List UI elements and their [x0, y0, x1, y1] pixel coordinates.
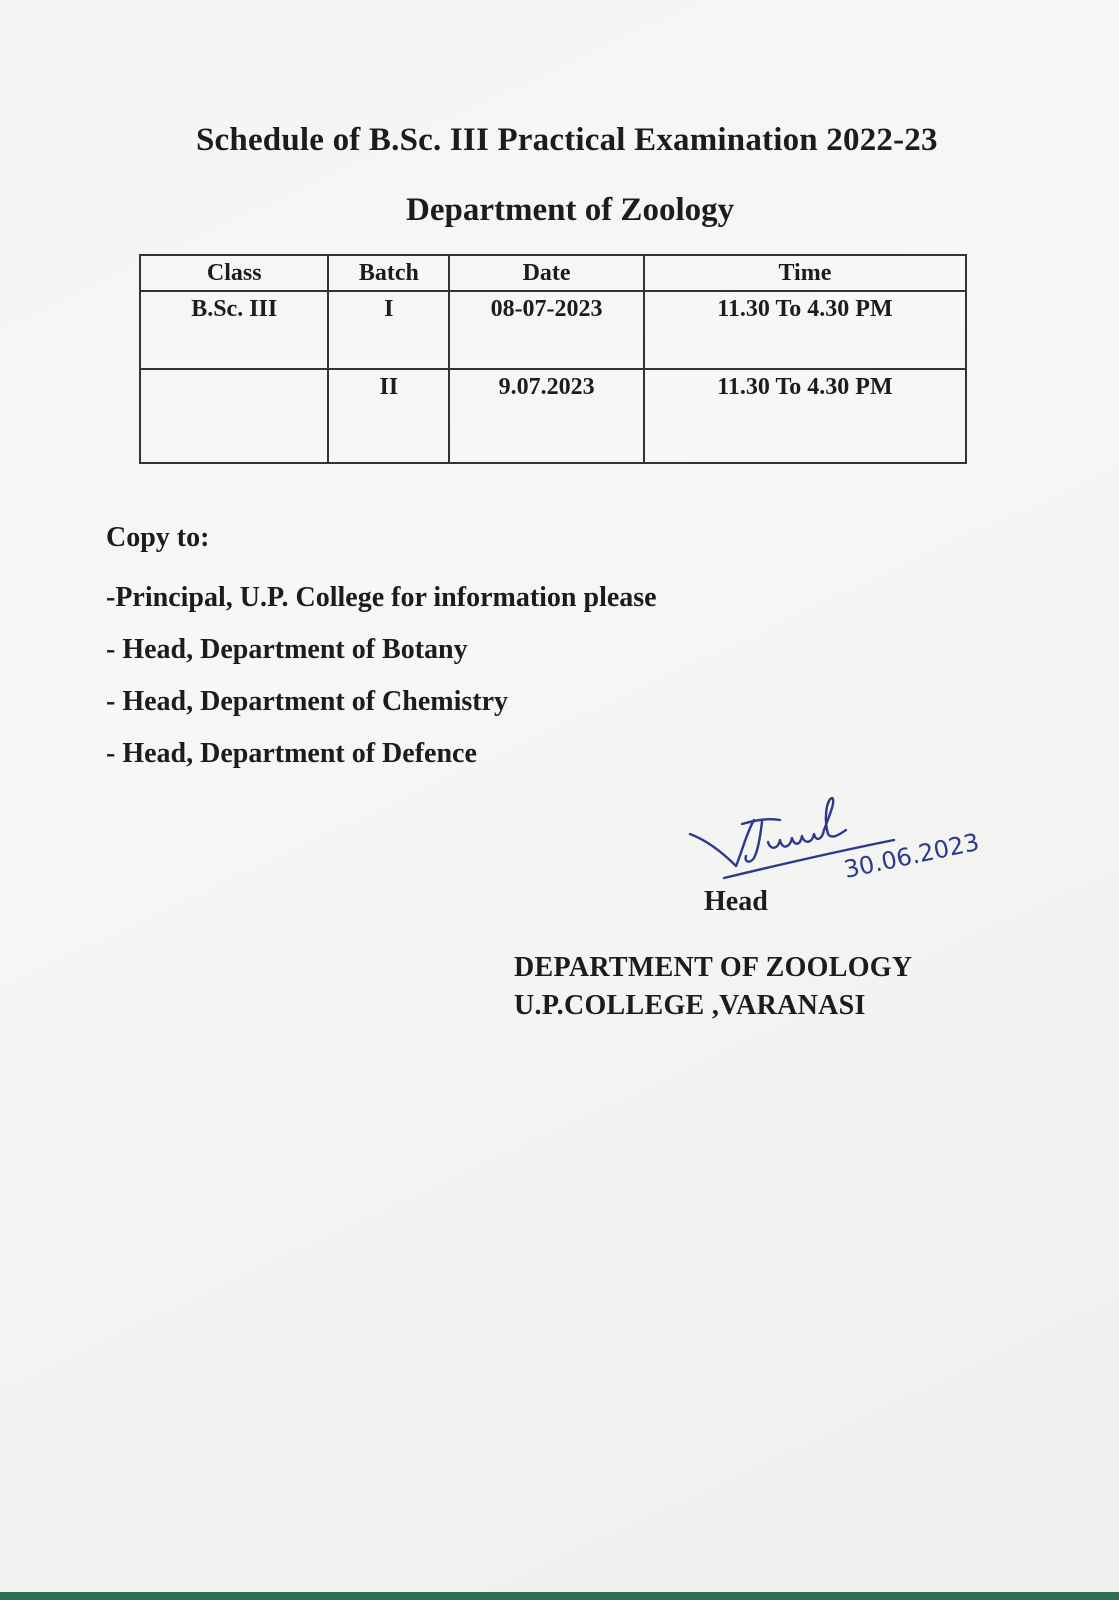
list-item: -Principal, U.P. College for information please	[106, 582, 657, 613]
header-batch: Batch	[328, 255, 449, 291]
college-name: U.P.COLLEGE ,VARANASI	[514, 990, 866, 1021]
table-row	[140, 369, 966, 463]
table-header-row	[140, 255, 966, 291]
signature-date: 30.06.2023	[841, 827, 982, 884]
head-label: Head	[704, 886, 768, 917]
handwritten-signature	[684, 790, 994, 890]
department-name: DEPARTMENT OF ZOOLOGY	[514, 952, 913, 983]
cell-class: B.Sc. III	[140, 291, 328, 369]
cell-batch: II	[328, 369, 449, 463]
cell-batch: I	[328, 291, 449, 369]
list-item: - Head, Department of Chemistry	[106, 686, 509, 717]
copy-to-heading: Copy to:	[106, 522, 210, 553]
background-edge	[0, 1592, 1119, 1600]
department-subtitle: Department of Zoology	[406, 192, 735, 228]
cell-time: 11.30 To 4.30 PM	[644, 291, 966, 369]
table-row	[140, 291, 966, 369]
header-time: Time	[644, 255, 966, 291]
cell-date: 08-07-2023	[449, 291, 644, 369]
header-date: Date	[449, 255, 644, 291]
document-title: Schedule of B.Sc. III Practical Examination 2022-23	[196, 122, 938, 158]
cell-time: 11.30 To 4.30 PM	[644, 369, 966, 463]
header-class: Class	[140, 255, 328, 291]
cell-class	[140, 369, 328, 463]
list-item: - Head, Department of Defence	[106, 738, 477, 769]
cell-date: 9.07.2023	[449, 369, 644, 463]
copy-to-list	[106, 582, 657, 790]
schedule-table	[139, 254, 967, 464]
list-item: - Head, Department of Botany	[106, 634, 468, 665]
